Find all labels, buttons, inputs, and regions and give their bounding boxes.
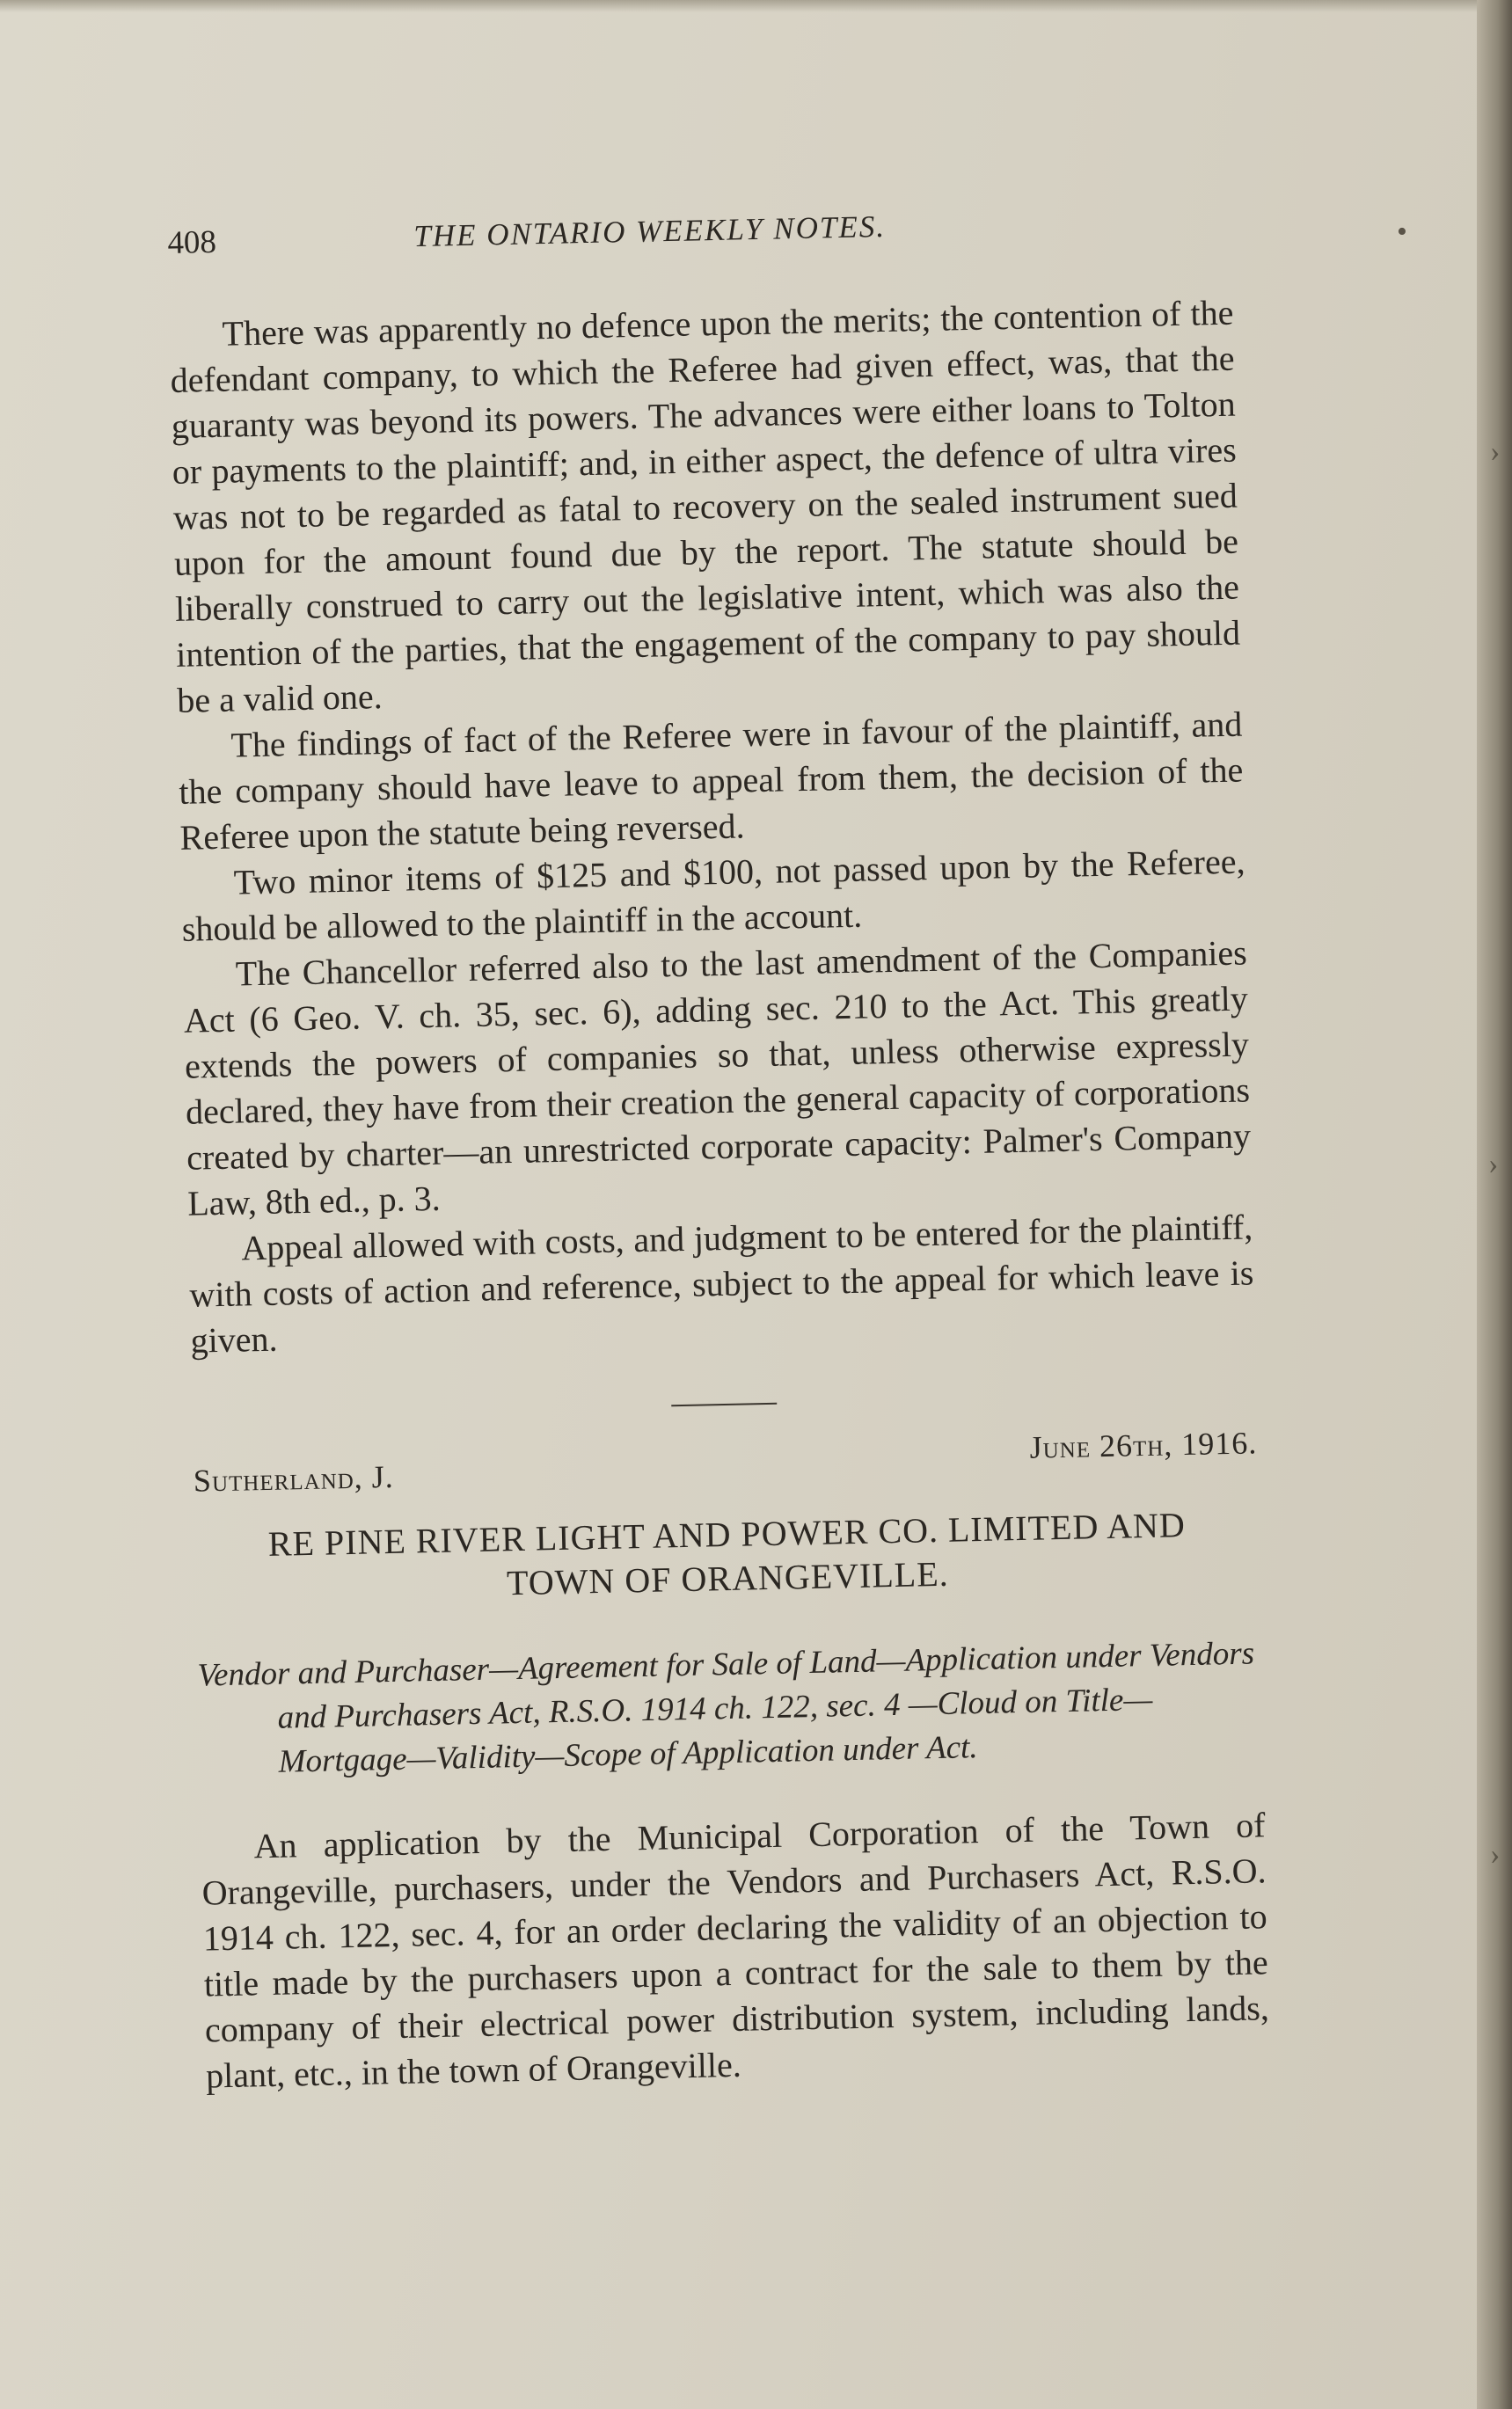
- section-divider: [671, 1403, 777, 1407]
- page-edge-arrow-icon: ›: [1490, 435, 1501, 468]
- judgment-date: June 26th, 1916.: [1029, 1425, 1258, 1465]
- case-title-line: RE PINE RIVER LIGHT AND POWER CO. LIMITED AND: [267, 1505, 1187, 1564]
- body-text: [169, 290, 1255, 1364]
- headnote: Vendor and Purchaser—Agreement for Sale of Land—Application under Vendors and Purchasers Act, R.S.O. 1914 ch. 122, sec. 4 —Cloud on Title—Mortgage—Validity—Scope of Application under Act.: [197, 1635, 1255, 1780]
- page-edge-arrow-icon: ›: [1488, 1148, 1499, 1180]
- case-title: [194, 1501, 1260, 1611]
- paragraph: Two minor items of $125 and $100, not passed upon by the Referee, should be allowed to the plaintiff in the account.: [181, 841, 1245, 949]
- page-text-block: [167, 202, 1270, 2099]
- case-date-line: [193, 1424, 1258, 1507]
- paragraph: The findings of fact of the Referee were in favour of the plaintiff, and the company should have leave to appeal from them, the decision of the Referee upon the statute being reversed.: [179, 704, 1244, 858]
- page-edge-arrow-icon: ›: [1490, 1838, 1501, 1871]
- book-spine-shadow: [1477, 0, 1512, 2409]
- running-head: [167, 202, 1232, 277]
- judge-name: Sutherland, J.: [193, 1458, 395, 1499]
- page-number: 408: [167, 223, 217, 261]
- case-title-line: TOWN OF ORANGEVILLE.: [506, 1553, 950, 1603]
- application-paragraph: An application by the Municipal Corporation of the Town of Orangeville, purchasers, under the Vendors and Purchasers Act, R.S.O. 1914 ch. 122, sec. 4, for an order declaring the validity of an objection to title made by the purchasers upon a contract for the sale to them by the company of their electrical power distribution system, including lands, plant, etc., in the town of Orangeville.: [201, 1805, 1270, 2096]
- paragraph: Appeal allowed with costs, and judgment to be entered for the plaintiff, with costs of action and reference, subject to the appeal for which leave is given.: [189, 1207, 1254, 1361]
- page-top-shadow: [0, 0, 1512, 12]
- paragraph: There was apparently no defence upon the merits; the contention of the defendant company, to which the Referee had given effect, was, that the guaranty was beyond its powers. The advances were either loans to Tolton or payments to the plaintiff; and, in either aspect, the defence of ultra vires was not to be regarded as fatal to recovery on the sealed instrument sued upon for the amount found due by the report. The statute should be liberally construed to carry out the legislative intent, which was also the intention of the parties, that the engagement of the company to pay should be a valid one.: [170, 292, 1241, 720]
- margin-speck: •: [1397, 215, 1407, 248]
- journal-title: THE ONTARIO WEEKLY NOTES.: [413, 208, 887, 254]
- paragraph: The Chancellor referred also to the last amendment of the Companies Act (6 Geo. V. ch. 35, sec. 6), adding sec. 210 to the Act. This greatly extends the powers of companies so that, unless otherwise expressly declared, they have from their creation the general capacity of corporations created by charter—an unrestricted corporate capacity: Palmer's Company Law, 8th ed., p. 3.: [183, 932, 1252, 1223]
